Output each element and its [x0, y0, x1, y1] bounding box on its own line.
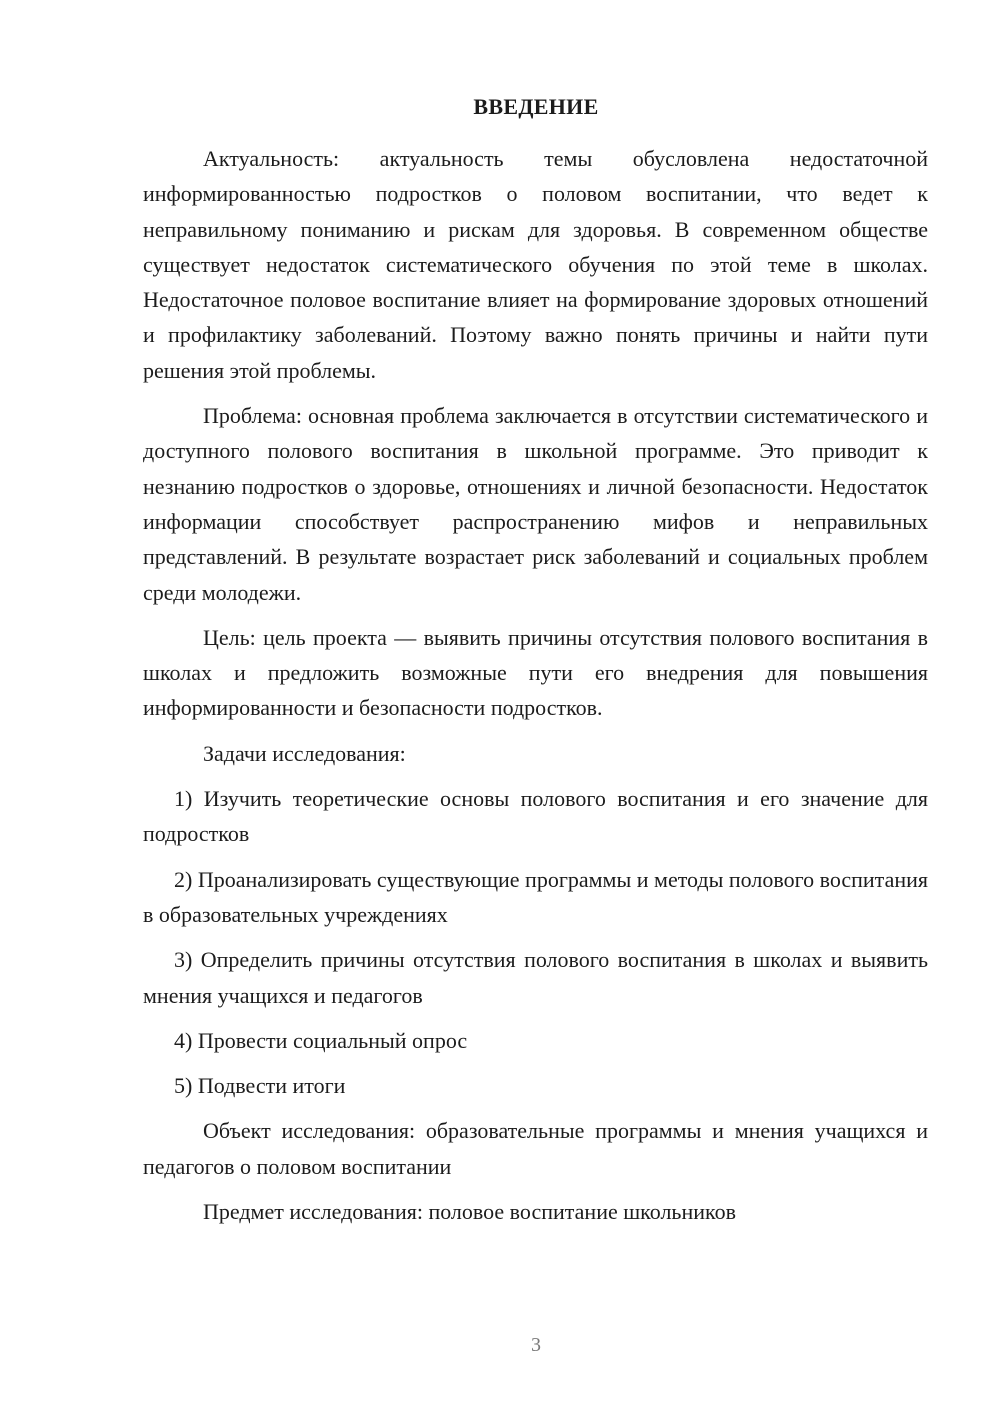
task-item: 2) Проанализировать существующие программы и методы полового воспитания в образовательных учреждениях	[143, 866, 928, 927]
paragraph-object: Объект исследования: образовательные программы и мнения учащихся и педагогов о половом воспитании	[143, 1118, 928, 1179]
section-heading: ВВЕДЕНИЕ	[473, 94, 599, 119]
paragraph-problem: Проблема: основная проблема заключается в отсутствии систематического и доступного полового воспитания в школьной программе. Это приводит к незнанию подростков о здоровье, отношениях и личной безопасности. Недостаток информации способствует распространению мифов и неправильных представлений. В результате возрастает риск заболеваний и социальных проблем среди молодежи.	[143, 403, 928, 605]
paragraph-goal: Цель: цель проекта — выявить причины отсутствия полового воспитания в школах и предложить возможные пути его внедрения для повышения информированности и безопасности подростков.	[143, 624, 928, 721]
task-item: 4) Провести социальный опрос	[174, 1027, 468, 1053]
paragraph-subject: Предмет исследования: половое воспитание школьников	[203, 1199, 736, 1225]
body-text	[143, 141, 928, 1239]
tasks-title: Задачи исследования:	[203, 740, 406, 766]
task-item: 5) Подвести итоги	[174, 1073, 346, 1099]
page-number: 3	[531, 1334, 541, 1356]
paragraph-relevance: Актуальность: актуальность темы обусловлена недостаточной информированностью подростков о половом воспитании, что ведет к неправильному пониманию и рискам для здоровья. В современном обществе существует недостаток систематического обучения по этой теме в школах. Недостаточное половое воспитание влияет на формирование здоровых отношений и профилактику заболеваний. Поэтому важно понять причины и найти пути решения этой проблемы.	[143, 146, 928, 383]
task-item: 1) Изучить теоретические основы полового воспитания и его значение для подростков	[143, 786, 928, 847]
task-item: 3) Определить причины отсутствия полового воспитания в школах и выявить мнения учащихся и педагогов	[143, 947, 928, 1008]
